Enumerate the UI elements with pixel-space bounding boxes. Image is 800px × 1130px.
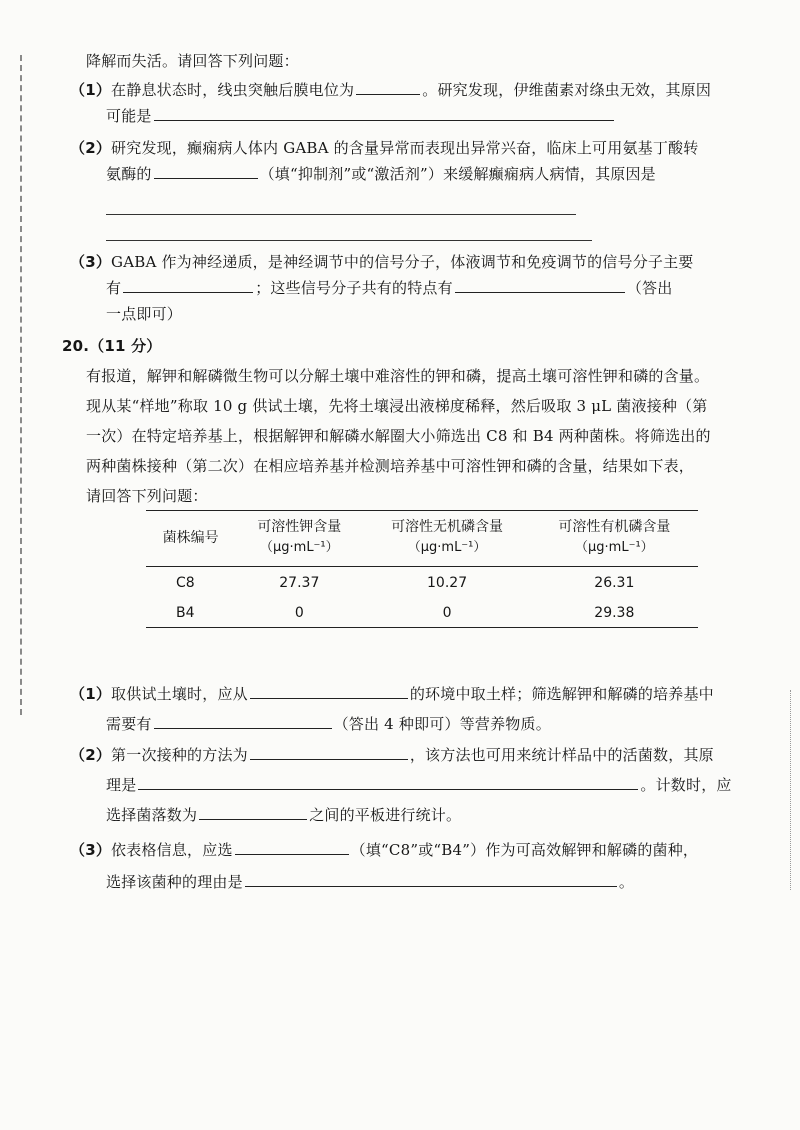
- q19-part3-line3: 一点即可）: [106, 305, 183, 323]
- binding-margin-line: [20, 55, 22, 715]
- q20-part3-number: （3）: [70, 841, 112, 859]
- table-row: [146, 567, 698, 598]
- q19-part2-line2: 氨酶的 （填“抑制剂”或“激活剂”）来缓解癫痫病人病情，其原因是: [106, 165, 656, 183]
- q19-part3-number: （3）: [70, 253, 112, 271]
- table-header-cell: 可溶性钾含量 （μg·mL⁻¹）: [235, 511, 363, 567]
- q20-part1-blank-a[interactable]: [250, 684, 408, 699]
- q20-para-line4: 两种菌株接种（第二次）在相应培养基并检测培养基中可溶性钾和磷的含量，结果如下表，: [86, 457, 695, 475]
- q19-part3-blank-a[interactable]: [123, 278, 253, 293]
- right-margin-line: [790, 690, 791, 890]
- table-cell: 10.27: [427, 575, 468, 591]
- q20-part3-blank-a[interactable]: [235, 840, 349, 855]
- table-header-cell: 可溶性无机磷含量 （μg·mL⁻¹）: [363, 511, 530, 567]
- table-header-row: [146, 511, 698, 567]
- q19-part2-answer-line2[interactable]: [106, 240, 592, 241]
- q19-part2-number: （2）: [70, 139, 112, 157]
- table-cell: 29.38: [531, 597, 698, 628]
- q20-part3-line1: （3）依表格信息，应选 （填“C8”或“B4”）作为可高效解钾和解磷的菌种，: [70, 841, 699, 859]
- q19-part1-line2: 可能是: [106, 106, 616, 126]
- table-cell: 27.37: [279, 575, 320, 591]
- q19-part3-line2: 有 ；这些信号分子共有的特点有 （答出: [106, 279, 673, 297]
- q19-part2-line1: （2）研究发现，癫痫病人体内 GABA 的含量异常而表现出异常兴奋，临床上可用氨基丁酸转: [70, 139, 699, 157]
- table-row: [146, 597, 698, 628]
- q19-part3-line1: （3）GABA 作为神经递质，是神经调节中的信号分子，体液调节和免疫调节的信号分子主要: [70, 253, 694, 271]
- q20-part2-line2: 理是 。计数时，应: [106, 776, 732, 794]
- q19-part3-blank-b[interactable]: [455, 278, 625, 293]
- q19-part1-number: （1）: [70, 81, 112, 99]
- table-cell: 26.31: [594, 575, 635, 591]
- q20-part1-blank-b[interactable]: [154, 714, 332, 729]
- q20-part3-blank-b[interactable]: [245, 872, 617, 887]
- table-header-cell: 菌株编号: [146, 511, 235, 567]
- q19-part1-blank-b[interactable]: [154, 106, 614, 121]
- q20-part1-number: （1）: [70, 685, 112, 703]
- q20-part1-line1: （1）取供试土壤时，应从 的环境中取土样；筛选解钾和解磷的培养基中: [70, 685, 714, 703]
- q20-part2-blank-a[interactable]: [250, 745, 408, 760]
- table-cell: 0: [235, 597, 363, 628]
- q20-para-line3: 一次）在特定培养基上，根据解钾和解磷水解圈大小筛选出 C8 和 B4 两种菌株。将筛选出的: [86, 427, 711, 445]
- q20-part1-line2: 需要有 （答出 4 种即可）等营养物质。: [106, 715, 551, 733]
- q19-part1-blank-a[interactable]: [356, 80, 420, 95]
- table-cell: B4: [146, 597, 235, 628]
- table-cell: 0: [363, 597, 530, 628]
- table-cell: C8: [176, 575, 195, 591]
- q20-para-line2: 现从某“样地”称取 10 g 供试土壤，先将土壤浸出液梯度稀释，然后吸取 3 μL 菌液接种（第: [86, 397, 708, 415]
- q20-para-line5: 请回答下列问题：: [86, 487, 208, 505]
- strain-table: [146, 510, 698, 628]
- q19-part2-blank-a[interactable]: [154, 164, 258, 179]
- q20-heading: 20.（11 分）: [62, 337, 162, 355]
- q20-part2-number: （2）: [70, 746, 112, 764]
- q19-part2-answer-line1[interactable]: [106, 214, 576, 215]
- q20-part3-line2: 选择该菌种的理由是 。: [106, 873, 635, 891]
- q20-part2-blank-b[interactable]: [138, 775, 638, 790]
- q20-part2-line3: 选择菌落数为 之间的平板进行统计。: [106, 806, 462, 824]
- q20-part2-line1: （2）第一次接种的方法为 ，该方法也可用来统计样品中的活菌数，其原: [70, 746, 714, 764]
- q19-intro: 降解而失活。请回答下列问题：: [86, 52, 299, 70]
- q20-para-line1: 有报道，解钾和解磷微生物可以分解土壤中难溶性的钾和磷，提高土壤可溶性钾和磷的含量。: [86, 367, 710, 385]
- q20-part2-blank-c[interactable]: [199, 805, 307, 820]
- table-header-cell: 可溶性有机磷含量 （μg·mL⁻¹）: [531, 511, 698, 567]
- q19-part1-line1: （1）在静息状态时，线虫突触后膜电位为 。研究发现，伊维菌素对绦虫无效，其原因: [70, 81, 712, 99]
